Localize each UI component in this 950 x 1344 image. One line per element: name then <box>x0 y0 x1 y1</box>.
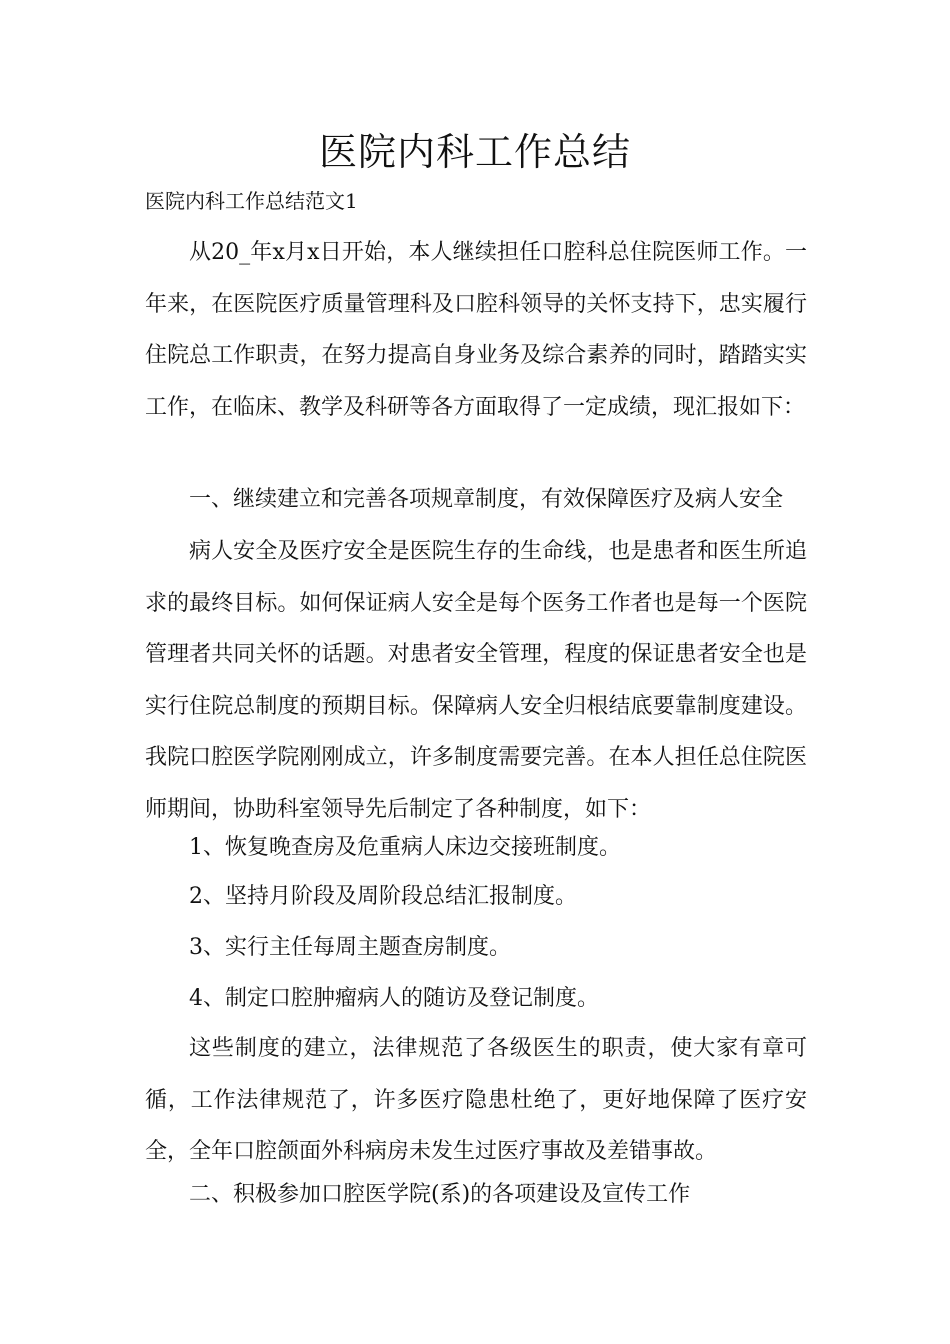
section-heading-2: 二、积极参加口腔医学院(系)的各项建设及宣传工作 <box>189 1182 691 1207</box>
paragraph-safety: 病人安全及医疗安全是医院生存的生命线，也是患者和医生所追求的最终目标。如何保证病人安全是每个医务工作者也是每一个医院管理者共同关怀的话题。对患者安全管理，程度的保证患者安全也是实行住院总制度的预期目标。保障病人安全归根结底要靠制度建设。我院口腔医学院刚刚成立，许多制度需要完善。在本人担任总住院医师期间，协助科室领导先后制定了各种制度，如下： <box>145 539 807 822</box>
document-subtitle: 医院内科工作总结范文1 <box>145 189 358 213</box>
list-item-3: 3、实行主任每周主题查房制度。 <box>189 935 511 960</box>
paragraph-results: 这些制度的建立，法律规范了各级医生的职责，使大家有章可循，工作法律规范了，许多医疗隐患杜绝了，更好地保障了医疗安全，全年口腔颌面外科病房未发生过医疗事故及差错事故。 <box>145 1036 807 1165</box>
list-item-1: 1、恢复晚查房及危重病人床边交接班制度。 <box>189 835 621 860</box>
document-title: 医院内科工作总结 <box>318 130 631 174</box>
paragraph-intro: 从20_年x月x日开始，本人继续担任口腔科总住院医师工作。一年来，在医院医疗质量管理科及口腔科领导的关怀支持下，忠实履行住院总工作职责，在努力提高自身业务及综合素养的同时，踏踏实实工作，在临床、教学及科研等各方面取得了一定成绩，现汇报如下： <box>145 240 807 420</box>
list-item-4: 4、制定口腔肿瘤病人的随访及登记制度。 <box>189 986 599 1011</box>
section-heading-1: 一、继续建立和完善各项规章制度，有效保障医疗及病人安全 <box>189 487 784 512</box>
list-item-2: 2、坚持月阶段及周阶段总结汇报制度。 <box>189 884 577 909</box>
